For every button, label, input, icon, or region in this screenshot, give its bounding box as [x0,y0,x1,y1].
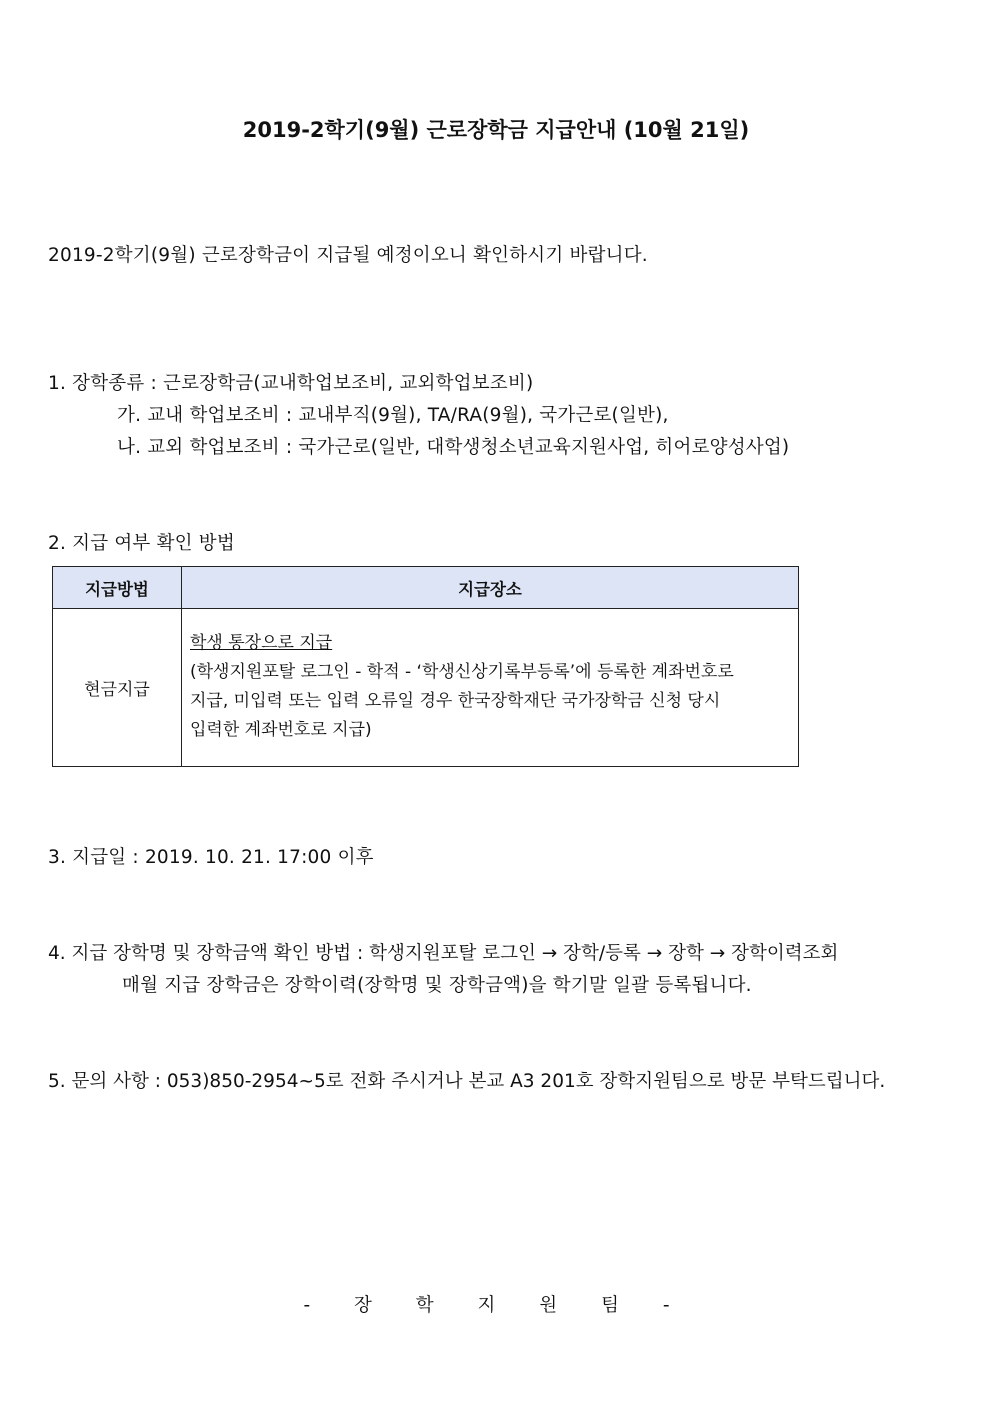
table-row [53,609,799,767]
section5-inquiry: 5. 문의 사항 : 053)850-2954~5로 전화 주시거나 본교 A3 201호 장학지원팀으로 방문 부탁드립니다. [48,1071,886,1092]
table-cell-place [182,609,799,767]
place-detail-line: (학생지원포탈 로그인 - 학적 - ‘학생신상기록부등록’에 등록한 계좌번호로 [190,662,734,682]
table-header-row [53,567,799,609]
table-header-place: 지급장소 [182,567,799,609]
section2-heading: 2. 지급 여부 확인 방법 [48,533,235,554]
intro-text: 2019-2학기(9월) 근로장학금이 지급될 예정이오니 확인하시기 바랍니다. [48,245,648,266]
section1-heading: 1. 장학종류 : 근로장학금(교내학업보조비, 교외학업보조비) [48,373,534,394]
section1-item-off-campus: 나. 교외 학업보조비 : 국가근로(일반, 대학생청소년교육지원사업, 히어로양성사업) [117,437,790,458]
section4-line2: 매월 지급 장학금은 장학이력(장학명 및 장학금액)을 학기말 일괄 등록됩니다. [122,975,752,996]
table-header-method: 지급방법 [53,567,182,609]
document-title: 2019-2학기(9월) 근로장학금 지급안내 (10월 21일) [242,118,750,142]
table-cell-method: 현금지급 [53,609,182,767]
place-detail-line: 입력한 계좌번호로 지급) [190,720,372,740]
place-title: 학생 통장으로 지급 [190,633,333,653]
footer-team-name: - 장 학 지 원 팀 - [303,1295,689,1316]
section1-item-on-campus: 가. 교내 학업보조비 : 교내부직(9월), TA/RA(9월), 국가근로(일반), [117,405,669,426]
payment-method-table [52,566,799,767]
place-detail-line: 지급, 미입력 또는 입력 오류일 경우 한국장학재단 국가장학금 신청 당시 [190,691,721,711]
section4-line1: 4. 지급 장학명 및 장학금액 확인 방법 : 학생지원포탈 로그인 → 장학/등록 → 장학 → 장학이력조회 [48,943,839,964]
section3-payment-date: 3. 지급일 : 2019. 10. 21. 17:00 이후 [48,847,374,868]
